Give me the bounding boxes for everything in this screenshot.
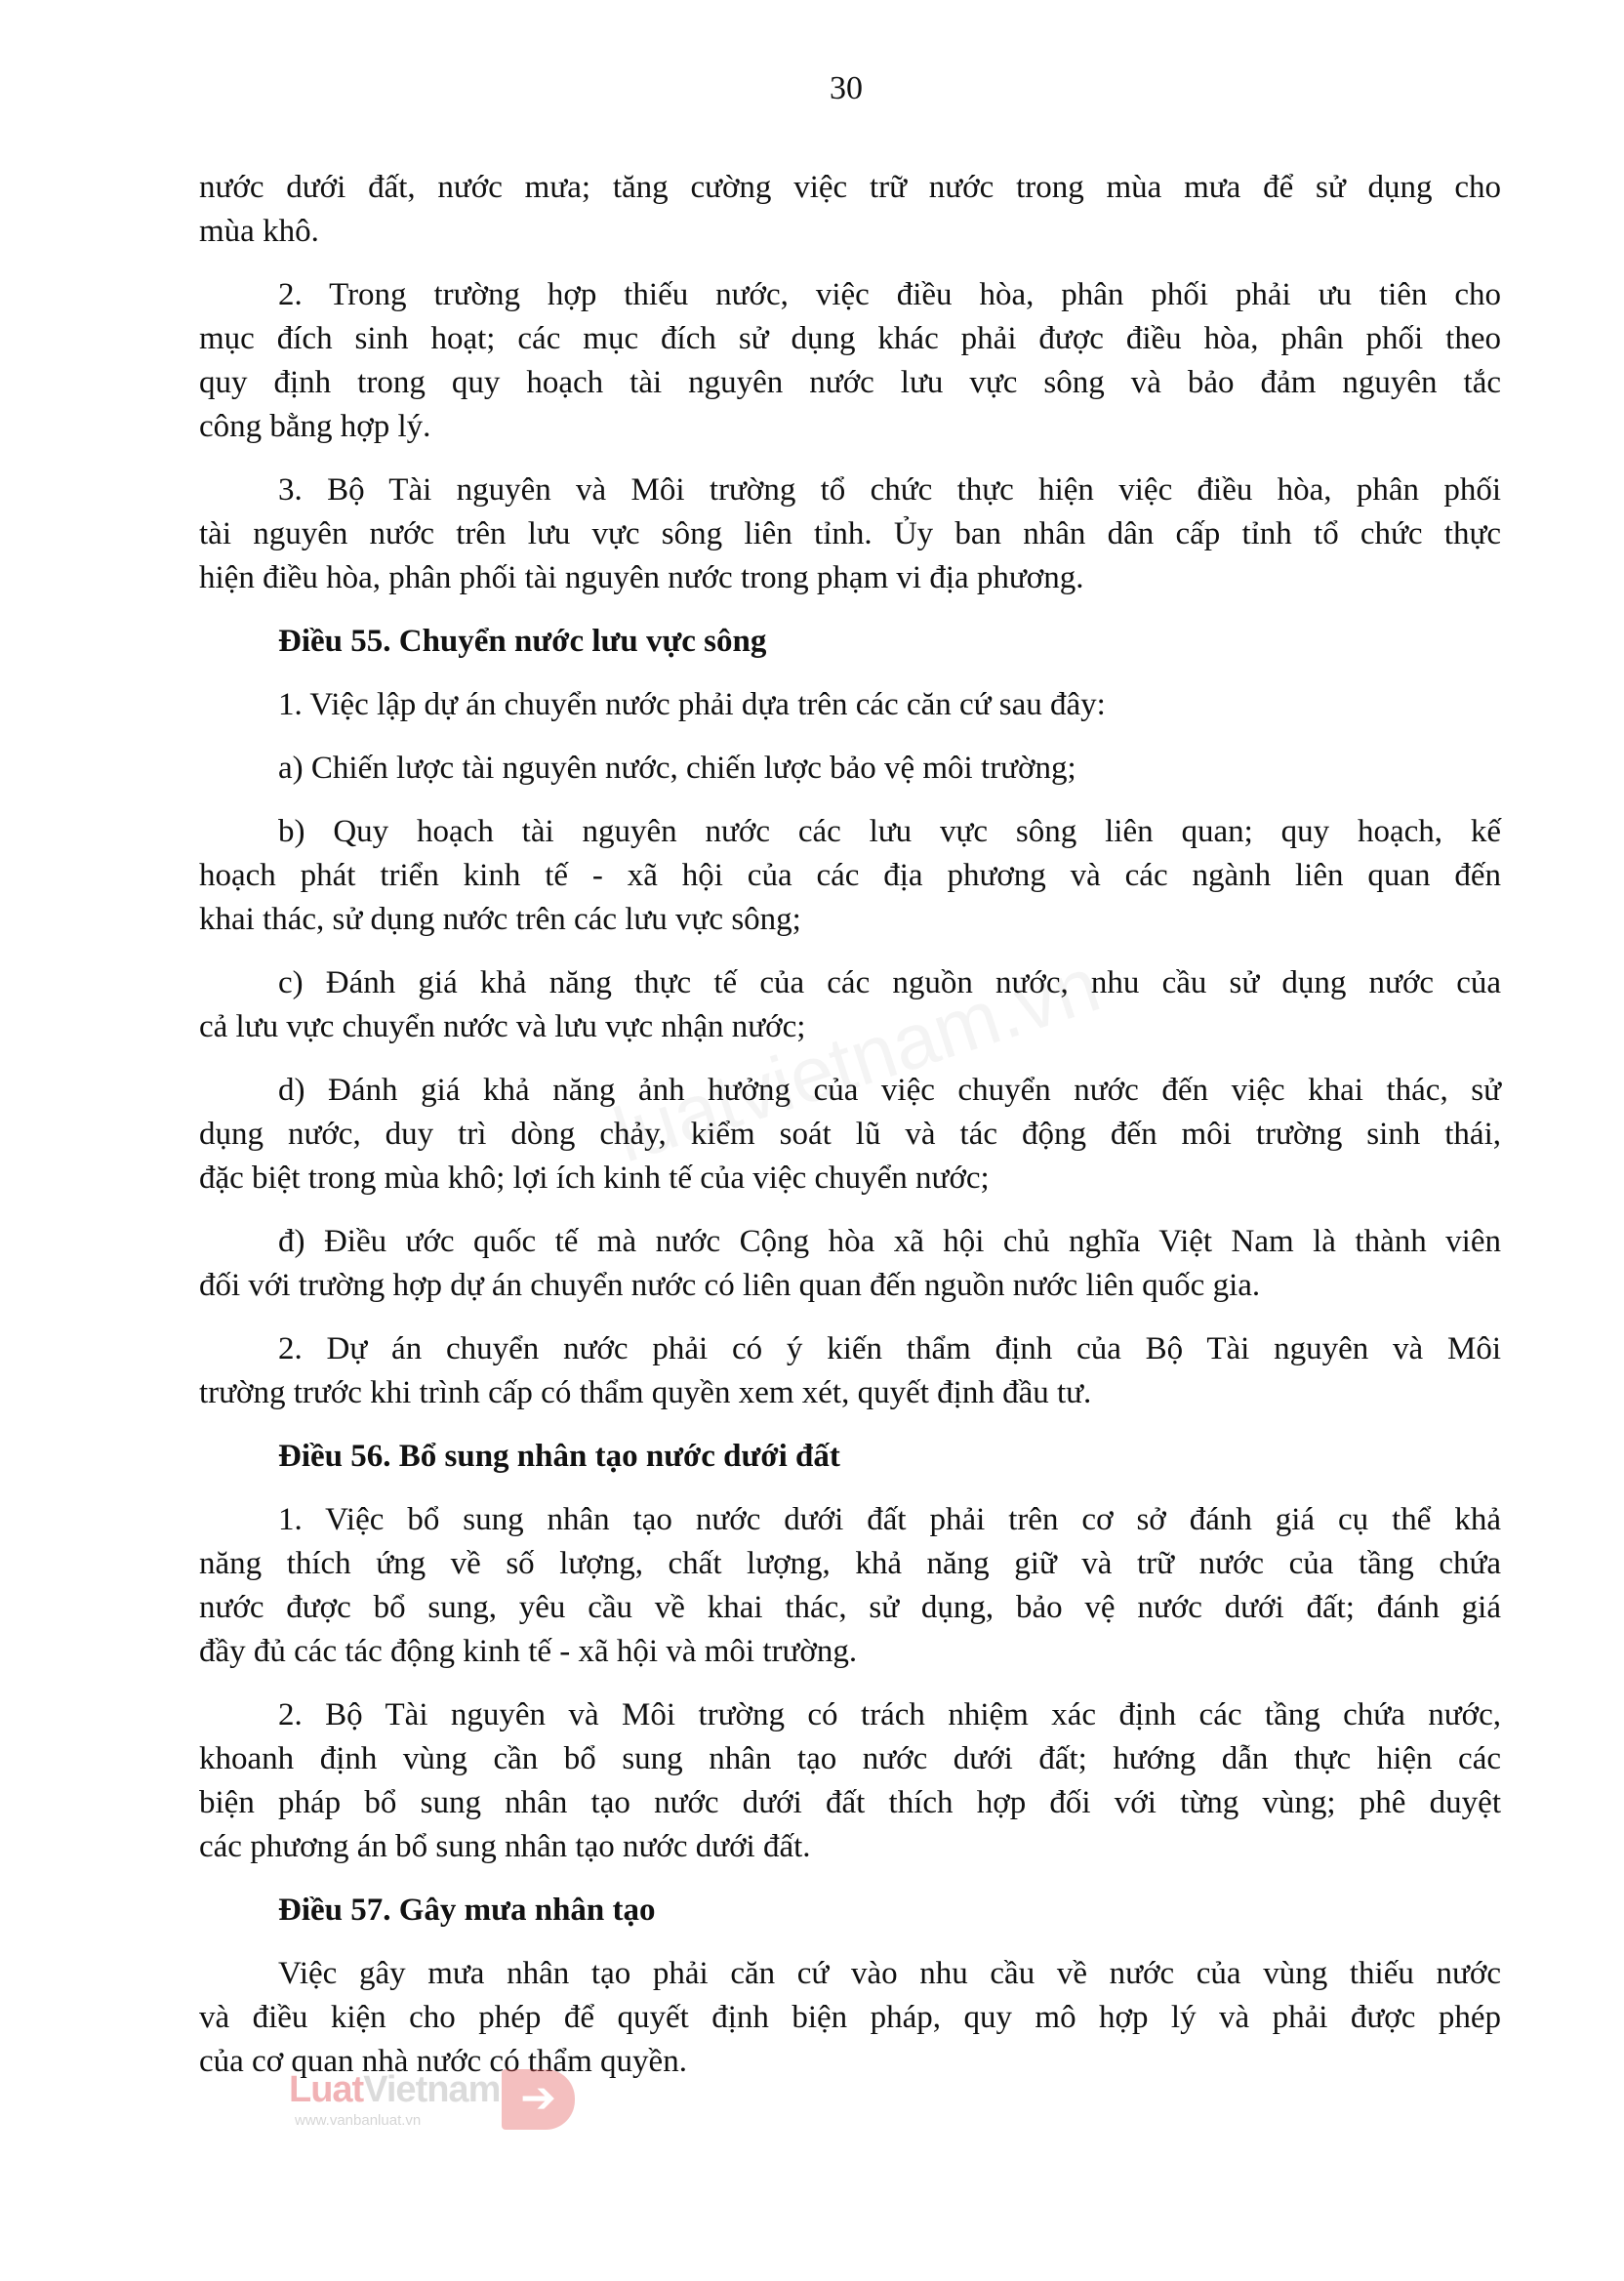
page-number: 30 [830,70,863,106]
paragraph [199,1327,1501,1415]
text-line: khoanh định vùng cần bổ sung nhân tạo nước dưới đất; hướng dẫn thực hiện các [199,1741,1501,1776]
paragraph [199,1498,1501,1674]
text-line: b) Quy hoạch tài nguyên nước các lưu vực sông liên quan; quy hoạch, kế [278,814,1501,849]
document-body [199,166,1501,2103]
text-line: mục đích sinh hoạt; các mục đích sử dụng khác phải được điều hòa, phân phối theo [199,321,1501,356]
text-line: 2. Dự án chuyển nước phải có ý kiến thẩm định của Bộ Tài nguyên và Môi [278,1331,1501,1366]
text-line: đầy đủ các tác động kinh tế - xã hội và môi trường. [199,1634,858,1669]
text-line: đối với trường hợp dự án chuyển nước có liên quan đến nguồn nước liên quốc gia. [199,1268,1261,1303]
text-line: Điều 55. Chuyển nước lưu vực sông [278,624,767,659]
paragraph [199,683,1501,727]
arrow-icon: ➔ [502,2069,575,2130]
logo-brand-a: Luat [289,2069,364,2110]
text-line: 3. Bộ Tài nguyên và Môi trường tổ chức thực hiện việc điều hòa, phân phối [278,472,1501,508]
text-line: năng thích ứng về số lượng, chất lượng, khả năng giữ và trữ nước của tầng chứa [199,1546,1501,1581]
text-line: 2. Trong trường hợp thiếu nước, việc điều hòa, phân phối phải ưu tiên cho [278,277,1501,312]
text-line: tài nguyên nước trên lưu vực sông liên tỉnh. Ủy ban nhân dân cấp tỉnh tổ chức thực [199,516,1501,551]
logo-brand-b: Vietnam [363,2069,501,2110]
paragraph [199,166,1501,254]
text-line: nước được bổ sung, yêu cầu về khai thác, sử dụng, bảo vệ nước dưới đất; đánh giá [199,1590,1501,1625]
text-line: đ) Điều ước quốc tế mà nước Cộng hòa xã hội chủ nghĩa Việt Nam là thành viên [278,1224,1501,1259]
text-line: quy định trong quy hoạch tài nguyên nước lưu vực sông và bảo đảm nguyên tắc [199,365,1501,400]
paragraph [199,273,1501,449]
text-line: biện pháp bổ sung nhân tạo nước dưới đất thích hợp đối với từng vùng; phê duyệt [199,1785,1501,1820]
text-line: khai thác, sử dụng nước trên các lưu vực sông; [199,902,801,937]
paragraph [199,1069,1501,1201]
text-line: d) Đánh giá khả năng ảnh hưởng của việc chuyển nước đến việc khai thác, sử [278,1073,1501,1108]
paragraph [199,961,1501,1049]
text-line: Việc gây mưa nhân tạo phải căn cứ vào nhu cầu về nước của vùng thiếu nước [278,1956,1501,1991]
paragraph [199,1952,1501,2084]
text-line: Điều 56. Bổ sung nhân tạo nước dưới đất [278,1439,840,1474]
paragraph [199,747,1501,791]
text-line: trường trước khi trình cấp có thẩm quyền xem xét, quyết định đầu tư. [199,1375,1092,1410]
text-line: cả lưu vực chuyển nước và lưu vực nhận nước; [199,1009,806,1044]
article-heading [199,620,1501,664]
logo-text [289,2069,500,2111]
article-heading [199,1889,1501,1933]
paragraph [199,1220,1501,1308]
text-line: công bằng hợp lý. [199,409,431,444]
text-line: 2. Bộ Tài nguyên và Môi trường có trách nhiệm xác định các tầng chứa nước, [278,1697,1501,1732]
paragraph [199,468,1501,600]
text-line: nước dưới đất, nước mưa; tăng cường việc trữ nước trong mùa mưa để sử dụng cho [199,170,1501,205]
text-line: đặc biệt trong mùa khô; lợi ích kinh tế của việc chuyển nước; [199,1161,990,1196]
text-line: a) Chiến lược tài nguyên nước, chiến lược bảo vệ môi trường; [278,751,1076,786]
luatvietnam-logo [289,2069,582,2138]
text-line: dụng nước, duy trì dòng chảy, kiểm soát lũ và tác động đến môi trường sinh thái, [199,1117,1501,1152]
text-line: 1. Việc lập dự án chuyển nước phải dựa trên các căn cứ sau đây: [278,687,1106,722]
paragraph [199,1693,1501,1869]
article-heading [199,1435,1501,1479]
text-line: mùa khô. [199,214,319,249]
text-line: Điều 57. Gây mưa nhân tạo [278,1893,656,1928]
text-line: hoạch phát triển kinh tế - xã hội của các địa phương và các ngành liên quan đến [199,858,1501,893]
paragraph [199,810,1501,942]
text-line: 1. Việc bổ sung nhân tạo nước dưới đất phải trên cơ sở đánh giá cụ thể khả [278,1502,1501,1537]
text-line: và điều kiện cho phép để quyết định biện pháp, quy mô hợp lý và phải được phép [199,2000,1501,2035]
text-line: hiện điều hòa, phân phối tài nguyên nước trong phạm vi địa phương. [199,560,1084,595]
text-line: các phương án bổ sung nhân tạo nước dưới đất. [199,1829,811,1864]
text-line: của cơ quan nhà nước có thẩm quyền. [199,2044,687,2079]
text-line: c) Đánh giá khả năng thực tế của các nguồn nước, nhu cầu sử dụng nước của [278,965,1501,1000]
logo-url: www.vanbanluat.vn [295,2112,422,2129]
